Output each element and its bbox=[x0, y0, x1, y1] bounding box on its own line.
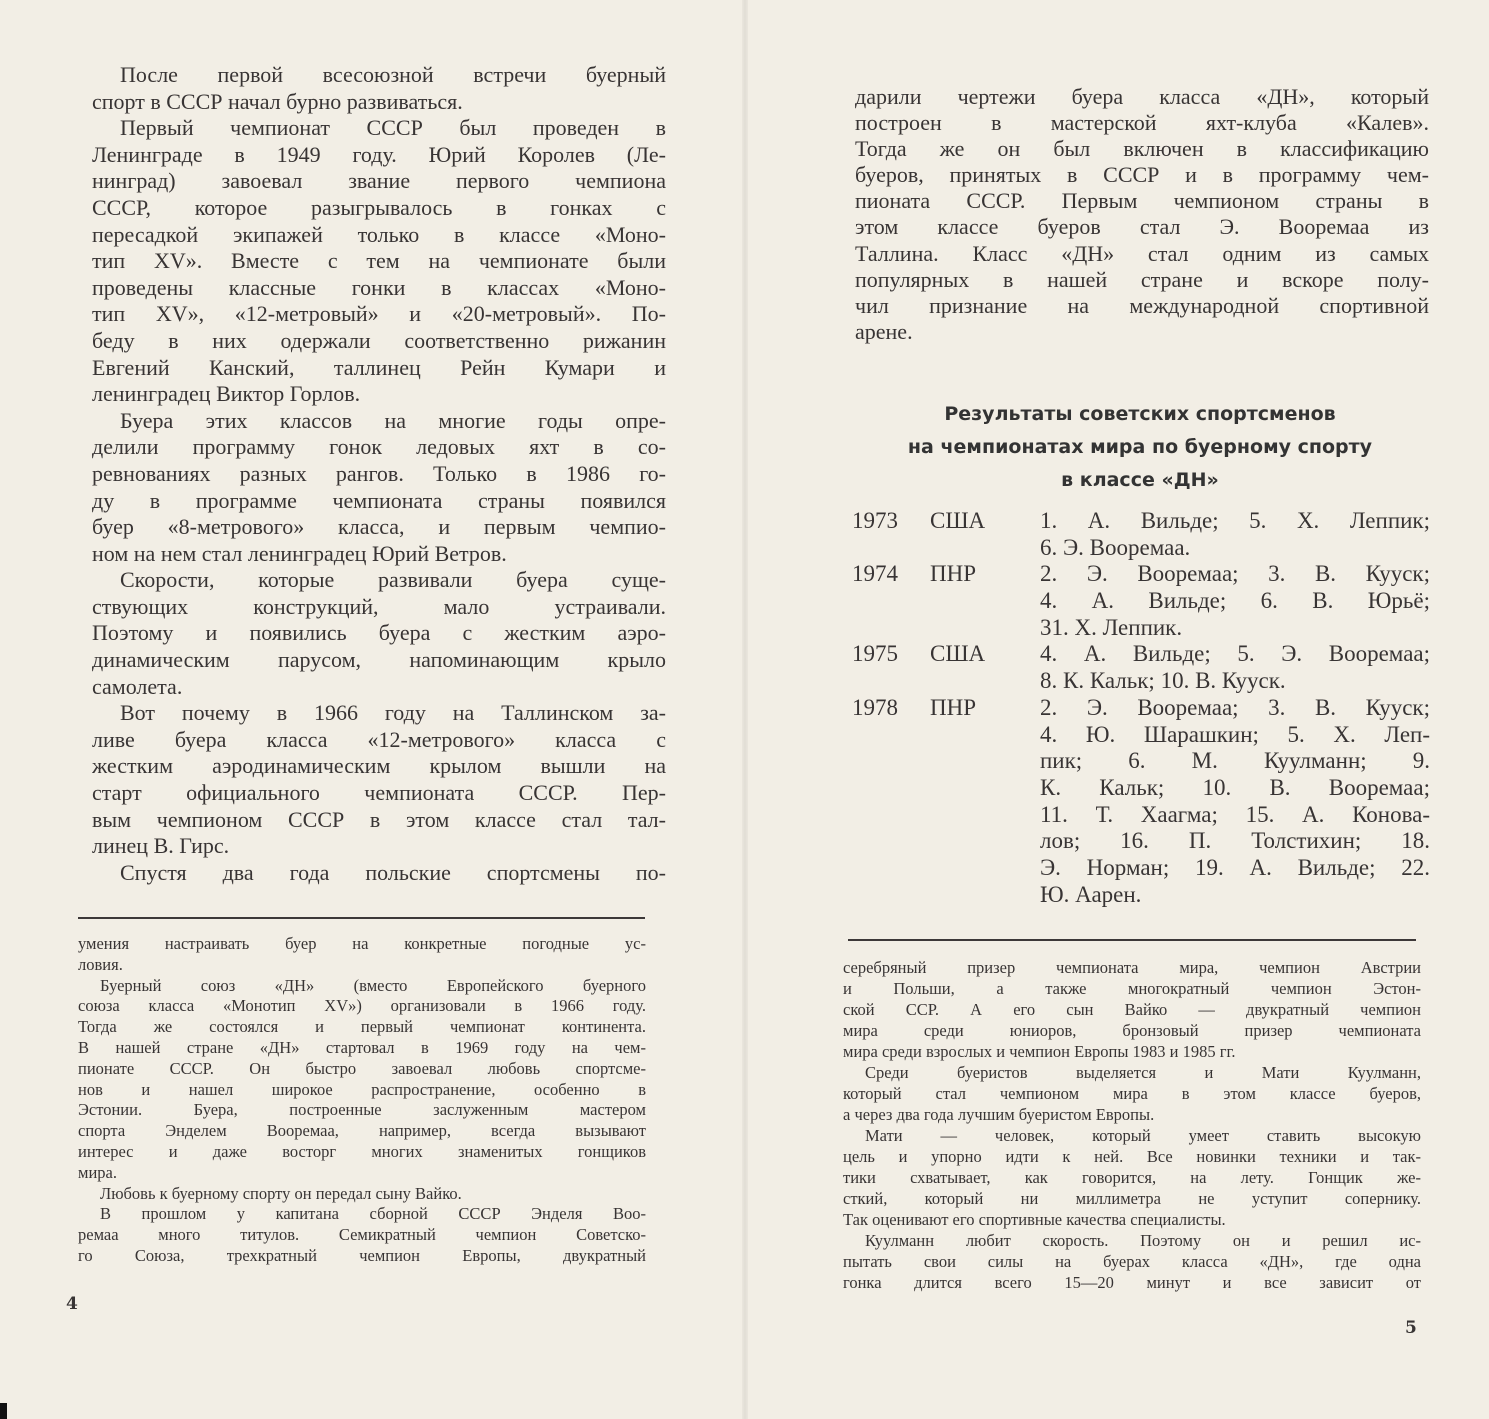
text-line: а через два года лучшим буеристом Европы. bbox=[843, 1105, 1155, 1124]
results-country: США bbox=[930, 508, 986, 533]
text-line: В нашей стране «ДН» стартовал в 1969 году на чем- bbox=[78, 1037, 646, 1057]
text-line: ской ССР. А его сын Вайко — двукратный чемпион bbox=[843, 1000, 1421, 1019]
text-line: тип XV», «12-метровый» и «20-метровый». По- bbox=[92, 301, 666, 327]
text-line: арене. bbox=[855, 318, 913, 344]
text-line: интерес и даже восторг многих знаменитых гонщиков bbox=[78, 1141, 646, 1161]
results-row bbox=[852, 508, 1430, 561]
text-line: гонка длится всего 15—20 минут и все зависит от bbox=[843, 1273, 1421, 1292]
results-places bbox=[1040, 641, 1430, 694]
results-row bbox=[852, 561, 1430, 641]
text-line: и Польши, а также многократный чемпион Эстон- bbox=[843, 979, 1421, 998]
text-line: Тогда же состоялся и первый чемпионат континента. bbox=[78, 1017, 646, 1037]
text-line: После первой всесоюзной встречи буерный bbox=[120, 62, 666, 87]
results-line: Э. Норман; 19. А. Вильде; 22. bbox=[1040, 854, 1430, 880]
text-line: жестким аэродинамическим крылом вышли на bbox=[92, 753, 666, 779]
text-line: умения настраивать буер на конкретные погодные ус- bbox=[78, 934, 646, 953]
text-line: этом классе буеров стал Э. Вооремаа из bbox=[855, 214, 1429, 240]
text-line: делили программу гонок ледовых яхт в со- bbox=[92, 434, 666, 460]
page-number-left: 4 bbox=[66, 1294, 78, 1314]
results-line: 4. А. Вильде; 6. В. Юрьё; bbox=[1040, 588, 1430, 614]
text-line: тики схватывает, как говорится, на лету. Гонщик же- bbox=[843, 1168, 1421, 1187]
results-country: США bbox=[930, 641, 986, 667]
footnote-divider bbox=[78, 917, 645, 919]
left-page-footnotes bbox=[78, 934, 646, 1267]
text-line: го Союза, трехкратный чемпион Европы, двукратный bbox=[78, 1245, 646, 1265]
right-page-body bbox=[855, 84, 1429, 345]
text-line: чил признание на международной спортивной bbox=[855, 292, 1429, 318]
text-line: мира. bbox=[78, 1162, 117, 1182]
results-year: 1975 bbox=[852, 641, 898, 667]
results-line: 6. Э. Вооремаа. bbox=[1040, 534, 1191, 560]
text-line: ном на нем стал ленинградец Юрий Ветров. bbox=[92, 540, 507, 566]
results-line: лов; 16. П. Толстихин; 18. bbox=[1040, 828, 1430, 854]
results-places bbox=[1040, 695, 1430, 909]
text-line: Первый чемпионат СССР был проведен в bbox=[120, 115, 666, 141]
results-row bbox=[852, 641, 1430, 694]
text-line: ремаа много титулов. Семикратный чемпион Советско- bbox=[78, 1225, 646, 1245]
text-line: тип XV». Вместе с тем на чемпионате были bbox=[92, 248, 666, 274]
text-line: спорт в СССР начал бурно развиваться. bbox=[92, 88, 463, 114]
text-line: Ленинграде в 1949 году. Юрий Королев (Ле- bbox=[92, 141, 666, 167]
text-line: пионата СССР. Первым чемпионом страны в bbox=[855, 188, 1429, 214]
text-line: построен в мастерской яхт-клуба «Калев». bbox=[855, 110, 1429, 136]
results-row bbox=[852, 695, 1430, 909]
text-line: В прошлом у капитана сборной СССР Энделя Воо- bbox=[100, 1204, 646, 1224]
results-places bbox=[1040, 508, 1430, 561]
text-line: Вот почему в 1966 году на Таллинском за- bbox=[120, 700, 666, 726]
results-country: ПНР bbox=[930, 694, 977, 720]
text-line: старт официального чемпионата СССР. Пер- bbox=[92, 780, 666, 806]
heading-line: на чемпионатах мира по буерному спорту bbox=[907, 436, 1373, 458]
text-line: буер «8-метрового» класса, и первым чемпио- bbox=[92, 514, 666, 540]
text-line: пионате СССР. Он быстро завоевал любовь спортсме- bbox=[78, 1058, 646, 1078]
results-line: К. Кальк; 10. В. Вооремаа; bbox=[1040, 774, 1430, 800]
text-line: ливе буера класса «12-метрового» класса с bbox=[92, 726, 666, 752]
text-line: популярных в нашей стране и вскоре полу- bbox=[855, 266, 1429, 292]
results-line: 4. А. Вильде; 5. Э. Вооремаа; bbox=[1040, 641, 1430, 667]
text-line: ду в программе чемпионата страны появился bbox=[92, 487, 666, 513]
left-page-body bbox=[92, 62, 666, 886]
text-line: Поэтому и появились буера с жестким аэро- bbox=[92, 620, 666, 646]
text-line: сткий, который ни миллиметра не уступит сопернику. bbox=[843, 1189, 1421, 1208]
text-line: нов и нашел широкое распространение, особенно в bbox=[78, 1079, 646, 1099]
scan-edge-mark bbox=[0, 1403, 7, 1419]
text-line: пытать свои силы на буерах класса «ДН», где одна bbox=[843, 1252, 1421, 1271]
text-line: Таллина. Класс «ДН» стал одним из самых bbox=[855, 240, 1429, 266]
text-line: Спустя два года польские спортсмены по- bbox=[120, 859, 666, 885]
text-line: Буерный союз «ДН» (вместо Европейского буерного bbox=[100, 975, 646, 995]
text-line: самолета. bbox=[92, 673, 183, 699]
page-number-right: 5 bbox=[1405, 1318, 1417, 1338]
text-line: беду в них одержали соответственно рижанин bbox=[92, 327, 666, 353]
text-line: Среди буеристов выделяется и Мати Куулманн, bbox=[865, 1063, 1421, 1082]
results-line: 11. Т. Хаагма; 15. А. Конова- bbox=[1040, 801, 1430, 827]
text-line: динамическим парусом, напоминающим крыло bbox=[92, 647, 666, 673]
results-line: 31. Х. Леппик. bbox=[1040, 614, 1183, 640]
text-line: ствующих конструкций, мало устраивали. bbox=[92, 593, 666, 619]
text-line: проведены классные гонки в классах «Моно- bbox=[92, 274, 666, 300]
results-line: Ю. Аарен. bbox=[1040, 881, 1142, 907]
text-line: Куулманн любит скорость. Поэтому он и решил ис- bbox=[865, 1231, 1421, 1250]
text-line: дарили чертежи буера класса «ДН», который bbox=[855, 84, 1429, 109]
results-line: 8. К. Кальк; 10. В. Кууск. bbox=[1040, 668, 1286, 694]
text-line: мира среди взрослых и чемпион Европы 1983 и 1985 гг. bbox=[843, 1042, 1236, 1061]
results-line: 1. А. Вильде; 5. Х. Леппик; bbox=[1040, 508, 1430, 533]
text-line: ревнованиях разных рангов. Только в 1986 го- bbox=[92, 460, 666, 486]
results-line: 2. Э. Вооремаа; 3. В. Кууск; bbox=[1040, 561, 1430, 587]
heading-line: в классе «ДН» bbox=[1061, 469, 1219, 491]
text-line: который стал чемпионом мира в этом классе буеров, bbox=[843, 1084, 1421, 1103]
text-line: Евгений Канский, таллинец Рейн Кумари и bbox=[92, 354, 666, 380]
footnote-divider bbox=[848, 939, 1416, 941]
results-line: 4. Ю. Шарашкин; 5. Х. Леп- bbox=[1040, 721, 1430, 747]
text-line: ленинградец Виктор Горлов. bbox=[92, 381, 361, 407]
text-line: спорта Энделем Вооремаа, например, всегда вызывают bbox=[78, 1121, 646, 1141]
results-heading bbox=[840, 398, 1440, 497]
text-line: буеров, принятых в СССР и в программу чем- bbox=[855, 162, 1429, 188]
text-line: пересадкой экипажей только в классе «Моно- bbox=[92, 221, 666, 247]
right-page-footnotes bbox=[843, 957, 1421, 1293]
results-places bbox=[1040, 561, 1430, 641]
heading-line: Результаты советских спортсменов bbox=[944, 403, 1336, 425]
text-line: союза класса «Монотип XV») организовали в 1966 году. bbox=[78, 996, 646, 1016]
results-line: 2. Э. Вооремаа; 3. В. Кууск; bbox=[1040, 694, 1430, 720]
text-line: СССР, которое разыгрывалось в гонках с bbox=[92, 194, 666, 220]
text-line: ловия. bbox=[78, 954, 123, 974]
text-line: Эстонии. Буера, построенные заслуженным мастером bbox=[78, 1100, 646, 1120]
text-line: цель и упорно идти к ней. Все новинки техники и так- bbox=[843, 1147, 1421, 1166]
text-line: вым чемпионом СССР в этом классе стал тал- bbox=[92, 806, 666, 832]
text-line: серебряный призер чемпионата мира, чемпион Австрии bbox=[843, 958, 1421, 977]
results-country: ПНР bbox=[930, 561, 977, 587]
text-line: линец В. Гирс. bbox=[92, 833, 230, 859]
text-line: Тогда же он был включен в классификацию bbox=[855, 136, 1429, 162]
text-line: Буера этих классов на многие годы опре- bbox=[120, 407, 666, 433]
text-line: Так оценивают его спортивные качества специалисты. bbox=[843, 1210, 1226, 1229]
results-table bbox=[852, 508, 1430, 908]
text-line: Скорости, которые развивали буера суще- bbox=[120, 567, 666, 593]
text-line: мира среди юниоров, бронзовый призер чемпионата bbox=[843, 1021, 1421, 1040]
results-line: пик; 6. М. Куулманн; 9. bbox=[1040, 748, 1430, 774]
text-line: Мати — человек, который умеет ставить высокую bbox=[865, 1126, 1421, 1145]
text-line: Любовь к буерному спорту он передал сыну Вайко. bbox=[100, 1183, 462, 1203]
results-year: 1978 bbox=[852, 694, 898, 720]
results-year: 1974 bbox=[852, 561, 898, 587]
results-year: 1973 bbox=[852, 508, 898, 533]
text-line: нинград) завоевал звание первого чемпиона bbox=[92, 168, 666, 194]
book-fold bbox=[742, 0, 748, 1419]
